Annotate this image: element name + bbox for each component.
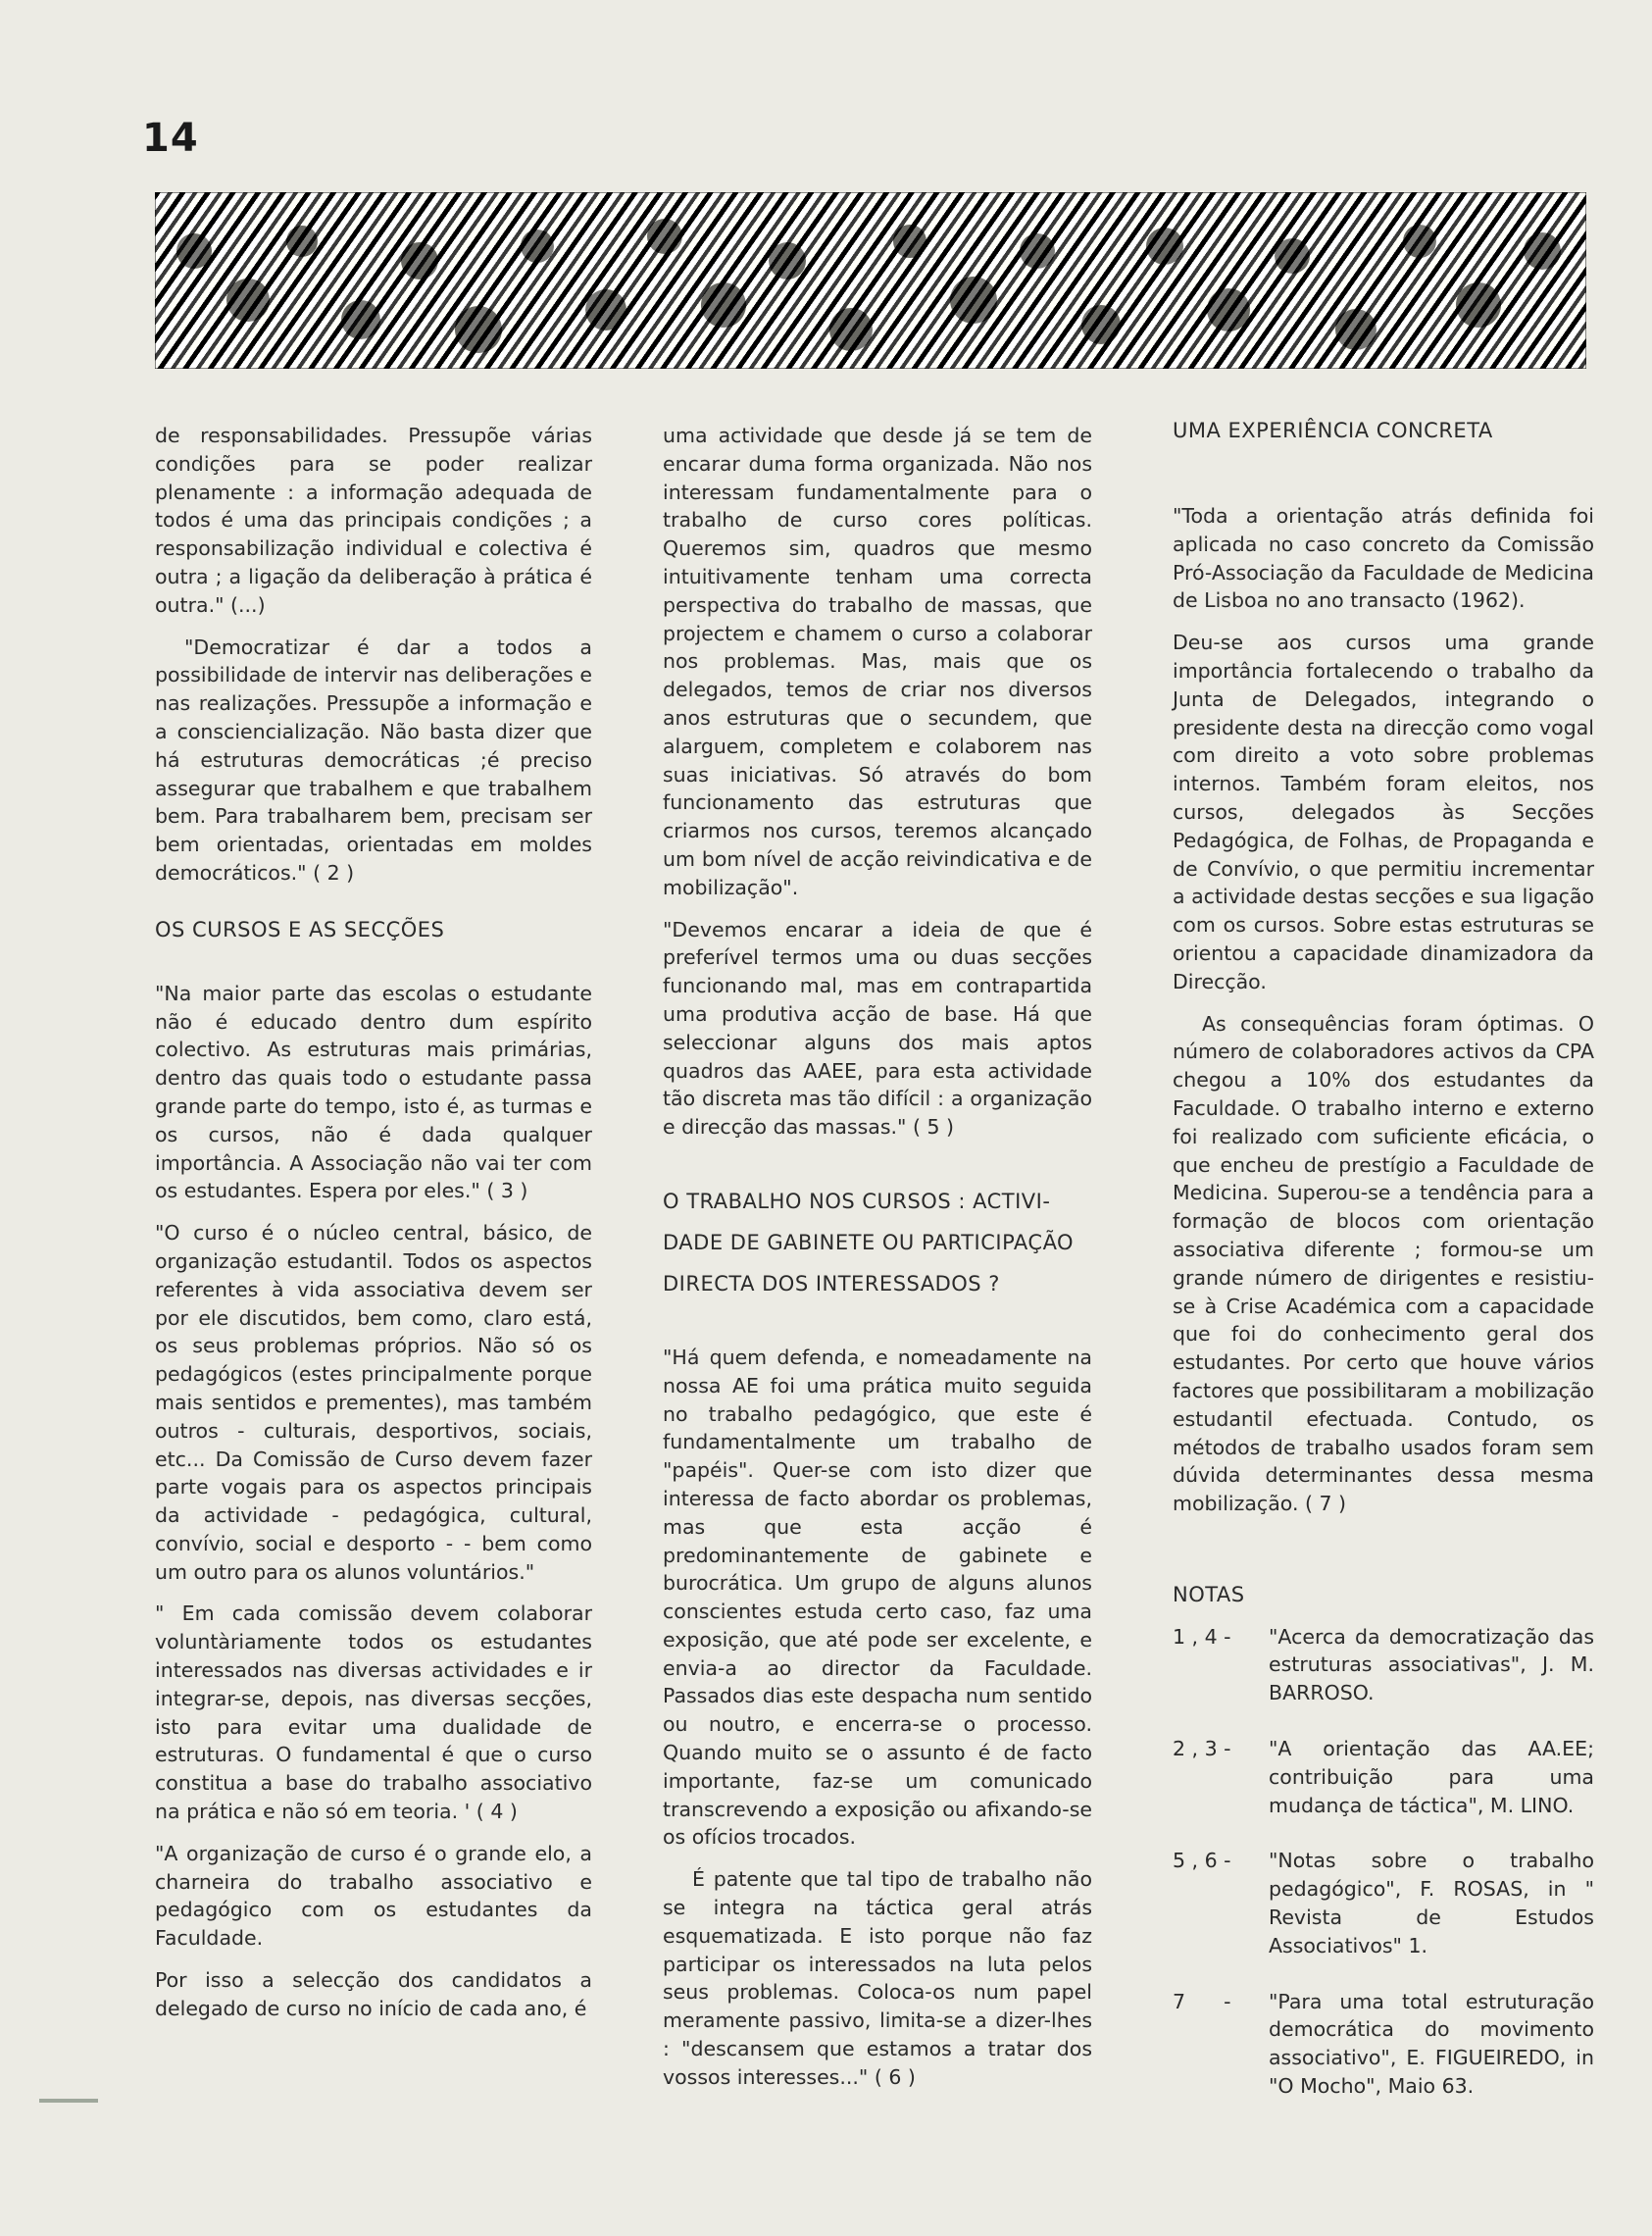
paragraph: " Em cada comissão devem colaborar voluntàriamente todos os estudantes interessados nas diversas actividades e ir integrar-se, depois, nas diversas secções, isto para evitar uma dualidade de estruturas. O fundamental é que o curso constitua a base do trabalho associativo na prática e não só em teoria. ' ( 4 ) [155,1601,592,1824]
column-2 [663,422,1092,2106]
paragraph: Por isso a selecção dos candidatos a delegado de curso no início de cada ano, é [155,1968,592,2020]
note-number: 2 , 3 - [1173,1737,1231,1761]
note-text: "A orientação das AA.EE; contribuição para uma mudança de táctica", M. LINO. [1269,1737,1594,1817]
note-item [1173,1988,1594,2101]
paragraph: É patente que tal tipo de trabalho não se integra na táctica geral atrás esquematizada. E isto porque não faz participar os interessados na luta pelos seus problemas. Coloca-os num papel meramente passivo, limita-se a dizer-lhes : "descansem que estamos a tratar dos vossos interesses..." ( 6 ) [663,1867,1092,2089]
note-item [1173,1735,1594,1819]
note-number: 5 , 6 - [1173,1849,1231,1873]
note-text: "Acerca da democratização das estruturas associativas", J. M. BARROSO. [1269,1624,1594,1705]
section-heading [663,1181,1092,1304]
note-item [1173,1623,1594,1707]
paragraph: "Devemos encarar a ideia de que é preferível termos uma ou duas secções funcionando mal, mas em contrapartida uma produtiva acção de base. Há que seleccionar alguns dos mais aptos quadros das AAEE, para esta actividade tão discreta mas tão difícil : a organização e direcção das massas." ( 5 ) [663,917,1092,1140]
crowd-photo-icon [155,192,1586,369]
column-3 [1173,419,1594,2128]
paragraph: "Na maior parte das escolas o estudante não é educado dentro dum espírito colectivo. As estruturas mais primárias, dentro das quais todo o estudante passa grande parte do tempo, isto é, as turmas e os cursos, não é dada qualquer importância. A Associação não vai ter com os estudantes. Espera por eles." ( 3 ) [155,981,592,1203]
paragraph: "Há quem defenda, e nomeadamente na nossa AE foi uma prática muito seguida no trabalho pedagógico, que este é fundamentalmente um trabalho de "papéis". Quer-se com isto dizer que interessa de facto abordar os problemas, mas que esta acção é predominantemente de gabinete e burocrática. Um grupo de alguns alunos conscientes estuda certo caso, faz uma exposição, que até pode ser excelente, e envia-a ao director da Faculdade. Passados dias este despacha num sentido ou noutro, e encerra-se o processo. Quando muito se o assunto é de facto importante, faz-se um comunicado transcrevendo a exposição ou afixando-se os ofícios trocados. [663,1345,1092,1850]
heading-line: DIRECTA DOS INTERESSADOS ? [663,1271,1000,1296]
notes-list [1173,1623,1594,2101]
page-number: 14 [142,116,199,161]
paragraph: "Toda a orientação atrás definida foi aplicada no caso concreto da Comissão Pró-Associação da Faculdade de Medicina de Lisboa no ano transacto (1962). [1173,504,1594,613]
paragraph: As consequências foram óptimas. O número de colaboradores activos da CPA chegou a 10% dos estudantes da Faculdade. O trabalho interno e externo foi realizado com suficiente eficácia, o que encheu de prestígio a Faculdade de Medicina. Superou-se a tendência para a formação de blocos com orientação associativa diferente ; formou-se um grande número de dirigentes e resistiu-se à Crise Académica com a capacidade que foi do conhecimento geral dos estudantes. Por certo que houve vários factores que possibilitaram a mobilização estudantil efectuada. Contudo, os métodos de trabalho usados foram sem dúvida determinantes dessa mesma mobilização. ( 7 ) [1173,1011,1594,1516]
paragraph: "Democratizar é dar a todos a possibilidade de intervir nas deliberações e nas realizações. Pressupõe a informação e a consciencialização. Não basta dizer que há estruturas democráticas ;é preciso assegurar que trabalhem e que trabalhem bem. Para trabalharem bem, precisam ser bem orientadas, orientadas em moldes democráticos." ( 2 ) [155,635,592,885]
paragraph: "O curso é o núcleo central, básico, de organização estudantil. Todos os aspectos referentes à vida associativa devem ser por ele discutidos, bem como, claro está, os seus problemas próprios. Não só os pedagógicos (estes principalmente porque mais sentidos e prementes), mas também outros - culturais, desportivos, sociais, etc... Da Comissão de Curso devem fazer parte vogais para os aspectos principais da actividade - pedagógica, cultural, convívio, social e desporto - - bem como um outro para os alunos voluntários." [155,1221,592,1584]
note-text: "Para uma total estruturação democrática do movimento associativo", E. FIGUEIREDO, in "O Mocho", Maio 63. [1269,1989,1594,2099]
section-heading: UMA EXPERIÊNCIA CONCRETA [1173,419,1493,442]
paragraph: Deu-se aos cursos uma grande importância fortalecendo o trabalho da Junta de Delegados, integrando o presidente desta na direcção como vogal com direito a voto sobre problemas internos. Também foram eleitos, nos cursos, delegados às Secções Pedagógica, de Folhas, de Propaganda e de Convívio, o que permitiu incrementar a actividade destas secções e sua ligação com os cursos. Sobre estas estruturas se orientou a capacidade dinamizadora da Direcção. [1173,631,1594,993]
margin-mark [39,2099,98,2103]
heading-line: O TRABALHO NOS CURSOS : ACTIVI- [663,1189,1051,1213]
note-text: "Notas sobre o trabalho pedagógico", F. ROSAS, in " Revista de Estudos Associativos" 1. [1269,1849,1594,1957]
paragraph: de responsabilidades. Pressupõe várias condições para se poder realizar plenamente : a informação adequada de todos é uma das principais condições ; a responsabilização individual e colectiva é outra ; a ligação da deliberação à prática é outra." (...) [155,424,592,617]
paragraph: uma actividade que desde já se tem de encarar duma forma organizada. Não nos interessam fundamentalmente para o trabalho de curso cores políticas. Queremos sim, quadros que mesmo intuitivamente tenham uma correcta perspectiva do trabalho de massas, que projectem e chamem o curso a colaborar nos problemas. Mas, mais que os delegados, temos de criar nos diversos anos estruturas que o secundem, que alarguem, completem e colaborem nas suas iniciativas. Só através do bom funcionamento das estruturas que criarmos nos cursos, teremos alcançado um bom nível de acção reivindicativa e de mobilização". [663,424,1092,899]
notes-heading: NOTAS [1173,1582,1245,1606]
section-heading: OS CURSOS E AS SECÇÕES [155,917,445,941]
note-number: 1 , 4 - [1173,1624,1231,1649]
note-item [1173,1847,1594,1959]
crowd-photo-banner [155,192,1586,369]
note-number: 7 - [1173,1989,1231,2013]
column-1 [155,422,592,2037]
heading-line: DADE DE GABINETE OU PARTICIPAÇÃO [663,1230,1075,1254]
paragraph: "A organização de curso é o grande elo, a charneira do trabalho associativo e pedagógico com os estudantes da Faculdade. [155,1841,592,1951]
